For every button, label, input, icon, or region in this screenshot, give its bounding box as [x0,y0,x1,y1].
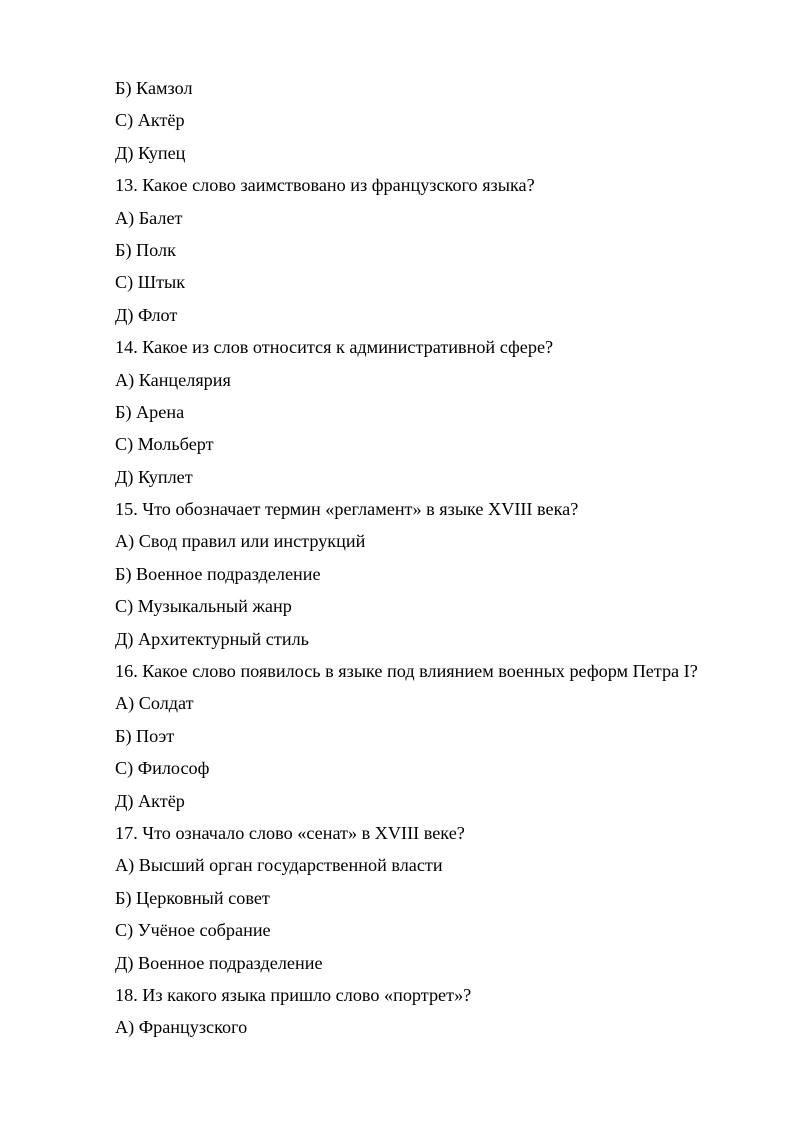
answer-option: А) Солдат [115,693,194,714]
answer-option: С) Учёное собрание [115,920,271,941]
question-list [115,74,775,1046]
answer-option: Д) Купец [115,142,186,163]
answer-option: С) Актёр [115,110,185,131]
answer-option: С) Философ [115,758,210,779]
answer-option: Б) Арена [115,401,185,422]
answer-option: Д) Актёр [115,790,185,811]
answer-option: А) Балет [115,207,183,228]
answer-option: Д) Флот [115,304,178,325]
answer-option: С) Мольберт [115,434,214,455]
question-16: 16. Какое слово появилось в языке под влиянием военных реформ Петра I? [115,661,698,682]
answer-option: Б) Поэт [115,725,175,746]
question-18: 18. Из какого языка пришло слово «портрет»? [115,984,472,1005]
question-14: 14. Какое из слов относится к административной сфере? [115,337,554,358]
answer-option: А) Французского [115,1017,248,1038]
answer-option: Д) Военное подразделение [115,952,323,973]
question-15: 15. Что обозначает термин «регламент» в языке XVIII века? [115,499,579,520]
answer-option: А) Свод правил или инструкций [115,531,366,552]
answer-option: А) Высший орган государственной власти [115,855,443,876]
answer-option: А) Канцелярия [115,369,231,390]
answer-option: Б) Камзол [115,78,193,98]
answer-option: С) Штык [115,272,186,293]
answer-option: Б) Военное подразделение [115,563,321,584]
answer-option: Б) Полк [115,239,176,260]
answer-option: Б) Церковный совет [115,887,270,908]
answer-option: Д) Архитектурный стиль [115,628,309,649]
question-13: 13. Какое слово заимствовано из французского языка? [115,175,535,196]
answer-option: Д) Куплет [115,466,193,487]
answer-option: С) Музыкальный жанр [115,596,292,617]
question-17: 17. Что означало слово «сенат» в XVIII веке? [115,822,465,843]
